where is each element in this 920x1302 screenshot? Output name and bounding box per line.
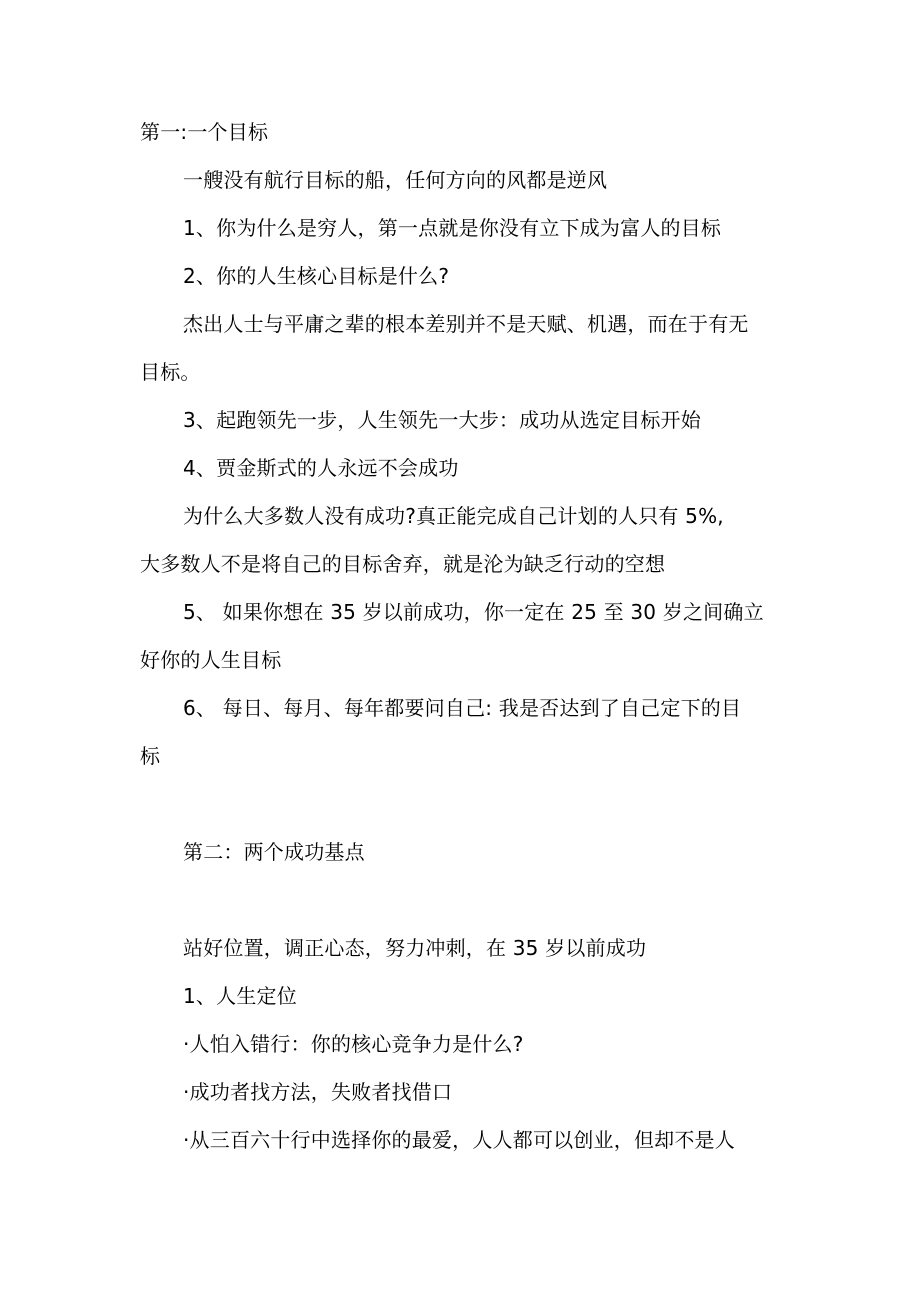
section-1-item-5-line-1: 5、 如果你想在 35 岁以前成功，你一定在 25 至 30 岁之间确立	[183, 600, 764, 624]
section-1-heading: 第一:一个目标	[140, 120, 269, 144]
section-1-item-5-line-2: 好你的人生目标	[140, 648, 282, 672]
section-2-item-1: 1、人生定位	[183, 984, 297, 1008]
section-2-heading: 第二：两个成功基点	[183, 840, 365, 864]
section-1-item-3: 3、起跑领先一步，人生领先一大步：成功从选定目标开始	[183, 408, 701, 432]
section-2-bullet-1: ·人怕入错行：你的核心竞争力是什么?	[183, 1032, 524, 1056]
section-1-paragraph-1-line-1: 杰出人士与平庸之辈的根本差别并不是天赋、机遇，而在于有无	[183, 312, 749, 336]
section-1-item-2: 2、你的人生核心目标是什么?	[183, 264, 450, 288]
section-1-motto: 一艘没有航行目标的船，任何方向的风都是逆风	[183, 168, 608, 192]
section-1-item-6-line-2: 标	[140, 744, 161, 768]
section-1-item-1: 1、你为什么是穷人，第一点就是你没有立下成为富人的目标	[183, 216, 722, 240]
section-1-paragraph-2-line-1: 为什么大多数人没有成功?真正能完成自己计划的人只有 5%,	[183, 504, 724, 528]
section-1-item-4: 4、贾金斯式的人永远不会成功	[183, 456, 459, 480]
section-1-item-6-line-1: 6、 每日、每月、每年都要问自己: 我是否达到了自己定下的目	[183, 696, 742, 720]
section-2-bullet-2: ·成功者找方法，失败者找借口	[183, 1080, 453, 1104]
section-1-paragraph-2-line-2: 大多数人不是将自己的目标舍弃，就是沦为缺乏行动的空想	[140, 552, 666, 576]
section-1-paragraph-1-line-2: 目标。	[140, 360, 201, 384]
section-2-motto: 站好位置，调正心态，努力冲刺，在 35 岁以前成功	[183, 936, 647, 960]
section-2-bullet-3: ·从三百六十行中选择你的最爱，人人都可以创业，但却不是人	[183, 1128, 735, 1152]
